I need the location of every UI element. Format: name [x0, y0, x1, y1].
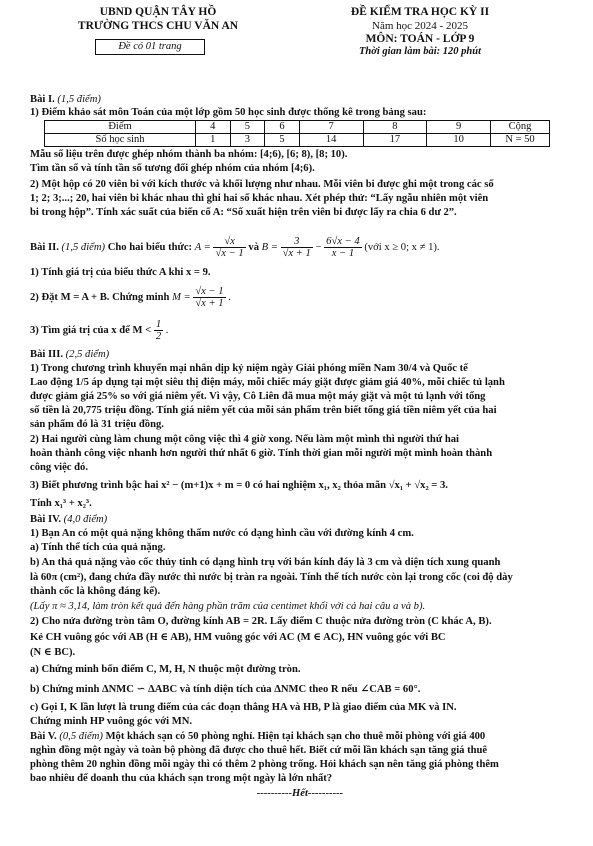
subject: MÔN: TOÁN - LỚP 9 — [365, 33, 475, 45]
table-cell: 14 — [299, 134, 363, 147]
bai5-points: (0,5 điểm) — [59, 731, 103, 742]
expr-b-fraction-2 — [324, 236, 362, 259]
table-cell: Cộng — [491, 121, 550, 134]
bai4-line: Chứng minh HP vuông góc với MN. — [30, 716, 193, 727]
expr-a-fraction — [213, 236, 245, 259]
domain-condition: (với x ≥ 0; x ≠ 1). — [364, 242, 440, 253]
bai2-q3 — [30, 318, 593, 344]
bai2-q2-lhs: M = — [172, 292, 191, 303]
table-cell: 6 — [265, 121, 300, 134]
table-cell: 5 — [230, 121, 265, 134]
bai4-line: 1) Bạn An có một quả nặng không thấm nước có dạng hình cầu với đường kính 4 cm. — [30, 528, 414, 539]
bai3-line: Tính x₁³ + x₂³. — [30, 498, 92, 509]
table-cell: 17 — [363, 134, 427, 147]
bai4-line: b) Chứng minh ΔNMC ∽ ΔABC và tính diện tích của ΔNMC theo R nếu ∠CAB = 60°. — [30, 684, 421, 695]
bai4-line: là 60π (cm²), đang chứa đầy nước thì nước bị tràn ra ngoài. Tính thể tích nước còn lại trong cốc (coi độ dày — [30, 572, 513, 583]
bai2-q3-post: . — [165, 325, 169, 336]
bai3-line: công việc đó. — [30, 462, 88, 473]
table-cell: 4 — [196, 121, 231, 134]
bai1-heading — [30, 93, 570, 107]
fraction-denominator: √x + 1 — [282, 248, 311, 260]
table-row — [45, 134, 550, 147]
exam-title: ĐỀ KIỂM TRA HỌC KỲ II — [350, 6, 490, 18]
bai1-line: Mẫu số liệu trên được ghép nhóm thành ba nhóm: [4;6), [6; 8), [8; 10). — [30, 149, 348, 160]
bai3-line: hoàn thành công việc nhanh hơn người thứ nhất 6 giờ. Tính thời gian mỗi người một mình hoàn thành — [30, 448, 493, 459]
bai2-q3-text: 3) Tìm giá trị của x để M < — [30, 325, 152, 336]
bai3-line: 2) Hai người cùng làm chung một công việc thì 4 giờ xong. Nếu làm một mình thì người thứ hai — [30, 434, 459, 445]
school-year: Năm học 2024 - 2025 — [372, 20, 468, 32]
bai5-title: Bài V. — [30, 731, 57, 742]
bai2-q1: 1) Tính giá trị của biểu thức A khi x = 9. — [30, 267, 211, 278]
table-cell: Số học sinh — [45, 134, 196, 147]
bai3-line: Lao động 1/5 áp dụng tại một siêu thị điện máy, mỗi chiếc máy giặt được giảm giá 40%, mỗi chiếc tủ lạnh — [30, 377, 505, 388]
district-name: UBND QUẬN TÂY HỒ — [99, 6, 217, 18]
bai4-points: (4,0 điểm) — [63, 514, 108, 525]
and-word: và — [248, 242, 259, 253]
table-cell: 3 — [230, 134, 265, 147]
page-count-box: Đề có 01 trang — [95, 39, 205, 55]
bai4-line: c) Gọi I, K lần lượt là trung điểm của các đoạn thẳng HA và HB, P là giao điểm của MK và IN. — [30, 702, 457, 713]
bai4-line: Kẻ CH vuông góc với AB (H ∈ AB), HM vuông góc với AC (M ∈ AC), HN vuông góc với BC — [30, 632, 446, 643]
bai4-line: a) Tính thể tích của quả nặng. — [30, 542, 166, 553]
bai2-q2 — [30, 285, 593, 311]
bai5-text: Một khách sạn có 50 phòng nghỉ. Hiện tại khách sạn cho thuê mỗi phòng với giá 400 — [105, 731, 486, 742]
fraction-numerator: √x − 1 — [195, 286, 224, 298]
bai3-line: 1) Trong chương trình khuyến mại nhân dịp kỷ niệm ngày Giải phóng miền Nam 30/4 và Quốc tế — [30, 363, 468, 374]
table-cell: 7 — [299, 121, 363, 134]
fraction-denominator: x − 1 — [331, 248, 355, 260]
time-limit: Thời gian làm bài: 120 phút — [358, 46, 482, 57]
fraction-denominator: √x + 1 — [195, 298, 224, 310]
bai3-line: số tiền là 20,775 triệu đồng. Tính giá niêm yết của mỗi sản phẩm trên biết tổng giá tiền niêm yết của hai — [30, 405, 497, 416]
bai3-heading — [30, 348, 593, 362]
bai2-intro: Cho hai biểu thức: — [107, 242, 193, 253]
table-cell: N = 50 — [491, 134, 550, 147]
bai2-q2-fraction — [193, 286, 225, 309]
table-cell: 10 — [427, 134, 491, 147]
bai1-line: 2) Một hộp có 20 viên bi với kích thước và khối lượng như nhau. Mỗi viên bi được ghi một trong các số — [30, 179, 494, 190]
bai1-line: Tìm tần số và tính tần số tương đối ghép nhóm của nhóm [4;6). — [30, 163, 315, 174]
bai4-note: (Lấy π ≈ 3,14, làm tròn kết quả đến hàng phần trăm của centimet khối với cả hai câu a và b). — [30, 601, 426, 612]
bai4-heading — [30, 513, 593, 527]
table-cell: Điểm — [45, 121, 196, 134]
table-cell: 1 — [196, 134, 231, 147]
fraction-numerator: 6√x − 4 — [326, 236, 360, 248]
bai5-first-line — [30, 730, 593, 744]
fraction-numerator: 3 — [281, 236, 313, 248]
bai3-line: được giảm giá 25% so với giá niêm yết. Vì vậy, Cô Liên đã mua một máy giặt và một tủ lạnh với tổng — [30, 391, 486, 402]
bai4-line: 2) Cho nửa đường tròn tâm O, đường kính AB = 2R. Lấy điểm C thuộc nửa đường tròn (C khác A, B). — [30, 616, 492, 627]
score-table — [44, 120, 550, 147]
bai3-line: sản phẩm đó là 31 triệu đồng. — [30, 419, 164, 430]
table-cell: 8 — [363, 121, 427, 134]
fraction-denominator: 2 — [155, 331, 162, 343]
bai2-heading — [30, 235, 593, 261]
bai1-line: 1; 2; 3;...; 20, hai viên bi khác nhau thì ghi hai số khác nhau. Xét phép thử: “Lấy ngẫu nhiên một viên — [30, 193, 489, 204]
bai1-points: (1,5 điểm) — [57, 94, 101, 105]
bai1-line: bi trong hộp”. Tính xác suất của biến cố A: “Số xuất hiện trên viên bi được lấy ra chia 6 dư 2”. — [30, 207, 457, 218]
table-cell: 9 — [427, 121, 491, 134]
bai2-q2-post: . — [228, 292, 231, 303]
table-cell: 5 — [265, 134, 300, 147]
school-name: TRƯỜNG THCS CHU VĂN AN — [77, 20, 239, 32]
bai5-line: bao nhiêu để doanh thu của khách sạn trong một ngày là lớn nhất? — [30, 773, 333, 784]
bai4-title: Bài IV. — [30, 514, 62, 525]
bai4-line: a) Chứng minh bốn điểm C, M, H, N thuộc một đường tròn. — [30, 664, 301, 675]
bai2-points: (1,5 điểm) — [61, 242, 106, 253]
bai4-line: (N ∈ BC). — [30, 647, 76, 658]
fraction-numerator: √x — [213, 236, 245, 248]
bai3-line: 3) Biết phương trình bậc hai x² − (m+1)x + m = 0 có hai nghiệm x₁, x₂ thỏa mãn √x₁ + √x₂ = 3. — [30, 480, 448, 491]
bai2-title: Bài II. — [30, 242, 59, 253]
bai2-q3-fraction — [154, 319, 163, 342]
expr-a-lhs: A = — [194, 242, 211, 253]
bai3-points: (2,5 điểm) — [65, 349, 110, 360]
end-marker: ----------Hết---------- — [256, 788, 344, 799]
bai1-q1: 1) Điểm khảo sát môn Toán của một lớp gồm 50 học sinh được thống kê trong bảng sau: — [30, 107, 427, 118]
fraction-denominator: √x − 1 — [215, 248, 244, 260]
bai5-line: nghìn đồng một ngày và toàn bộ phòng đã được cho thuê hết. Biết cứ mỗi lần khách sạn tăng giá thuê — [30, 745, 488, 756]
bai2-q2-text: 2) Đặt M = A + B. Chứng minh — [30, 292, 170, 303]
fraction-numerator: 1 — [155, 319, 162, 331]
expr-b-lhs: B = — [261, 242, 278, 253]
table-row — [45, 121, 550, 134]
bai1-title: Bài I. — [30, 94, 55, 105]
bai5-line: phòng thêm 20 nghìn đồng mỗi ngày thì có thêm 2 phòng trống. Hỏi khách sạn nên tăng giá phòng thêm — [30, 759, 499, 770]
bai3-title: Bài III. — [30, 349, 63, 360]
minus-sign: − — [315, 242, 322, 253]
bai4-line: thành cốc là không đáng kể). — [30, 586, 161, 597]
expr-b-fraction-1 — [281, 236, 313, 259]
bai4-line: b) An thả quả nặng vào cốc thủy tinh có dạng hình trụ với bán kính đáy là 3 cm và diện tích xung quanh — [30, 557, 501, 568]
